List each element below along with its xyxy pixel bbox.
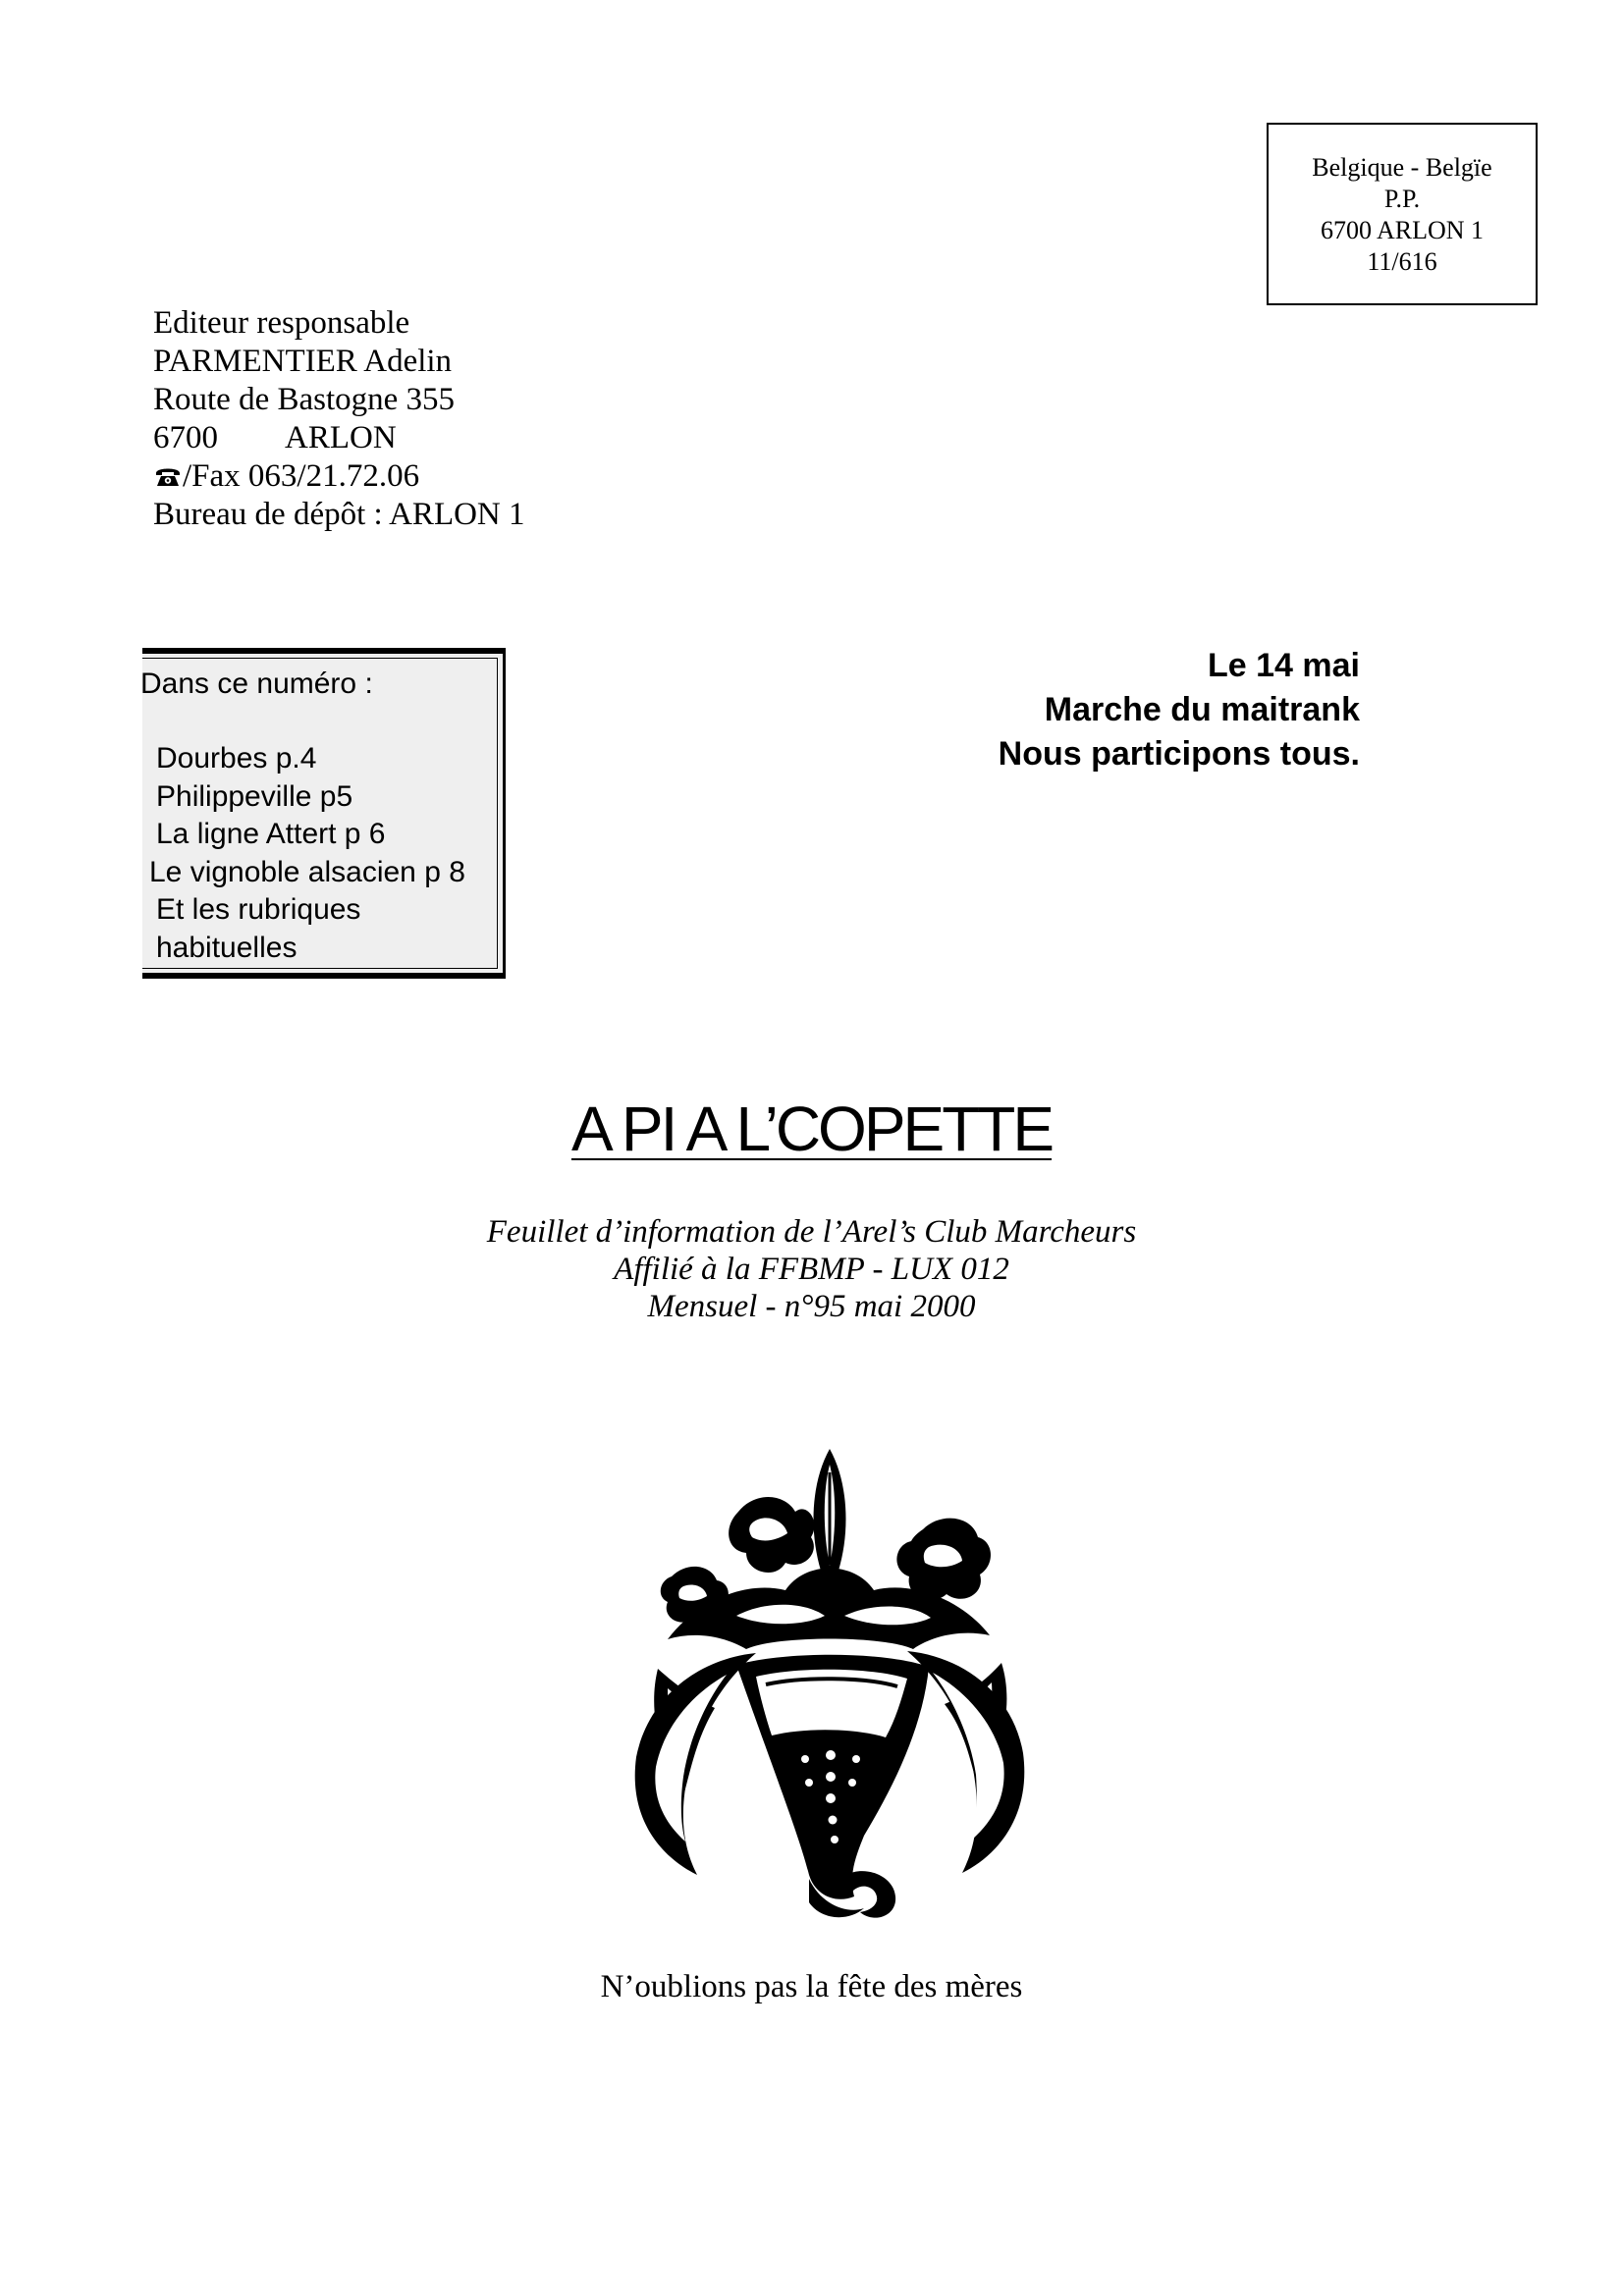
- list-item: Dourbes p.4: [156, 742, 317, 774]
- list-item: Philippeville p5: [156, 779, 353, 813]
- editor-city-line: [153, 419, 525, 457]
- postage-line-office: 6700 ARLON 1: [1320, 216, 1485, 244]
- cornucopia-icon: [628, 1443, 1031, 1924]
- telephone-icon: [153, 459, 183, 483]
- editor-phone-line: [153, 457, 525, 496]
- footer-note: N’oublions pas la fête des mères: [600, 1969, 1023, 2004]
- announcement-date: Le 14 mai: [1208, 647, 1360, 684]
- editor-phone: /Fax 063/21.72.06: [183, 458, 420, 494]
- editor-name: PARMENTIER Adelin: [153, 344, 453, 379]
- editor-street: Route de Bastogne 355: [153, 382, 456, 417]
- announcement-note: Nous participons tous.: [998, 735, 1360, 773]
- editor-bureau: Bureau de dépôt : ARLON 1: [153, 497, 525, 532]
- contents-heading: Dans ce numéro :: [140, 667, 373, 700]
- postage-line-country: Belgique - Belgïe: [1312, 153, 1492, 182]
- contents-box: [142, 648, 506, 979]
- announcement: [999, 644, 1360, 776]
- page-title: [0, 1090, 1623, 1168]
- subtitle-line-issue: Mensuel - n°95 mai 2000: [647, 1289, 976, 1324]
- editor-postal-code: 6700: [153, 420, 218, 455]
- page-title-text: A PI A L’COPETTE: [570, 1094, 1053, 1164]
- announcement-event: Marche du maitrank: [1044, 691, 1360, 728]
- list-item: habituelles: [156, 931, 298, 964]
- editor-city: ARLON: [285, 420, 397, 455]
- postage-line-pp: P.P.: [1383, 185, 1421, 213]
- subtitle-line-affiliation: Affilié à la FFBMP - LUX 012: [614, 1252, 1009, 1287]
- postage-box: [1267, 123, 1538, 305]
- subtitle-line-club: Feuillet d’information de l’Arel’s Club Marcheurs: [486, 1214, 1137, 1250]
- postage-line-number: 11/616: [1367, 247, 1437, 276]
- list-item: Le vignoble alsacien p 8: [149, 855, 465, 888]
- editor-label: Editeur responsable: [153, 305, 410, 341]
- contents-list: [149, 740, 465, 967]
- list-item: Et les rubriques: [156, 893, 361, 926]
- editor-block: [153, 304, 525, 534]
- list-item: La ligne Attert p 6: [156, 818, 386, 850]
- subtitle-block: [0, 1213, 1623, 1325]
